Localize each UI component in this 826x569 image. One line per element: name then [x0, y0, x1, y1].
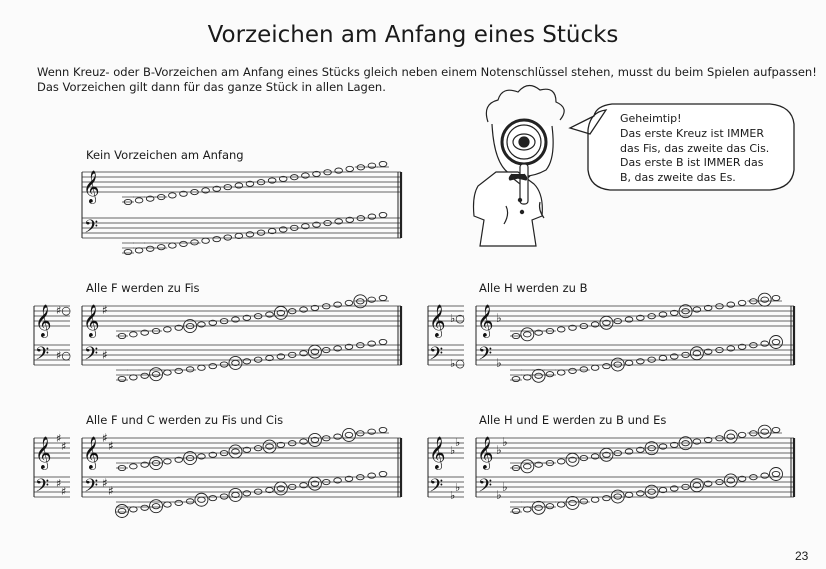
whole-note: [141, 505, 149, 510]
whole-note: [164, 502, 172, 507]
whole-note: [727, 302, 735, 307]
key-flat-icon: ♭: [502, 480, 508, 494]
whole-note: [614, 494, 622, 499]
key-flat-icon: ♭: [496, 311, 502, 325]
highlight-circle: [532, 369, 545, 382]
whole-note: [152, 372, 160, 377]
treble-clef-icon: 𝄞: [83, 304, 100, 337]
whole-note: [591, 497, 599, 502]
treble-staff: [82, 438, 401, 458]
bass-clef-icon: 𝄢: [35, 344, 50, 369]
whole-note: [535, 373, 543, 378]
whole-note: [135, 248, 143, 253]
highlight-circle: [690, 347, 703, 360]
sharp-icon: ♯: [56, 432, 62, 445]
whole-note: [637, 359, 645, 364]
whole-note: [761, 429, 769, 434]
whole-note: [772, 339, 780, 344]
whole-note: [557, 370, 565, 375]
whole-note: [198, 497, 206, 502]
whole-note: [512, 376, 520, 381]
whole-note: [524, 332, 532, 337]
whole-note: [118, 508, 126, 513]
highlight-circle: [770, 336, 783, 349]
highlight-circle: [758, 293, 771, 306]
whole-note: [334, 302, 342, 307]
key-sharp-icon: ♯: [102, 348, 108, 362]
whole-note: [152, 504, 160, 509]
treble-staff: [82, 306, 401, 326]
highlight-circle: [274, 306, 287, 319]
whole-note: [569, 368, 577, 373]
highlight-circle: [150, 368, 163, 381]
bass-clef-icon: 𝄢: [429, 344, 444, 369]
treble-staff: [476, 438, 794, 458]
whole-note: [693, 439, 701, 444]
flat-icon: ♭○: [450, 312, 465, 325]
whole-note: [243, 491, 251, 496]
whole-note: [614, 362, 622, 367]
key-sharp-icon: ♯: [102, 476, 108, 490]
whole-note: [164, 327, 172, 332]
whole-note: [546, 504, 554, 509]
highlight-circle: [229, 445, 242, 458]
whole-note: [345, 300, 353, 305]
flat-icon: ♭○: [450, 357, 465, 370]
highlight-circle: [263, 440, 276, 453]
sharp-icon: ♯: [56, 477, 62, 490]
whole-note: [300, 307, 308, 312]
treble-staff: [82, 172, 401, 192]
whole-note: [557, 502, 565, 507]
whole-note: [580, 367, 588, 372]
kid-with-magnifier-illustration: [474, 85, 565, 246]
whole-note: [569, 500, 577, 505]
bass-clef-icon: 𝄢: [478, 476, 493, 501]
highlight-circle: [690, 479, 703, 492]
whole-note: [124, 249, 132, 254]
whole-note: [524, 464, 532, 469]
whole-note: [169, 243, 177, 248]
sharp-icon: ♯○: [56, 349, 71, 362]
whole-note: [175, 500, 183, 505]
highlight-circle: [342, 428, 355, 441]
whole-note: [213, 237, 221, 242]
secret-tip-bubble: [620, 112, 769, 186]
whole-note: [557, 327, 565, 332]
tip-line-3: das Fis, das zweite das Cis.: [620, 141, 770, 155]
whole-note: [202, 238, 210, 243]
whole-note: [198, 365, 206, 370]
whole-note: [591, 365, 599, 370]
flat-icon: ♭: [455, 481, 461, 494]
whole-note: [546, 372, 554, 377]
whole-note: [135, 198, 143, 203]
whole-note: [302, 173, 310, 178]
intro-line-2: Das Vorzeichen gilt dann für das ganze Stück in allen Lagen.: [37, 80, 386, 94]
whole-note: [130, 332, 138, 337]
whole-note: [368, 473, 376, 478]
whole-note: [379, 427, 387, 432]
highlight-circle: [724, 474, 737, 487]
section-label-b: Alle H werden zu B: [479, 281, 588, 295]
whole-note: [146, 246, 154, 251]
highlight-circle: [308, 477, 321, 490]
whole-note: [772, 295, 780, 300]
whole-note: [379, 161, 387, 166]
whole-note: [180, 241, 188, 246]
whole-note: [209, 364, 217, 369]
whole-note: [130, 375, 138, 380]
bass-clef-icon: 𝄢: [478, 344, 493, 369]
whole-note: [637, 491, 645, 496]
bass-clef-icon: 𝄢: [429, 476, 444, 501]
whole-note: [524, 507, 532, 512]
highlight-circle: [195, 493, 208, 506]
highlight-circle: [229, 488, 242, 501]
whole-note: [772, 427, 780, 432]
key-flat-icon: ♭: [502, 435, 508, 449]
whole-note: [130, 507, 138, 512]
page-title: Vorzeichen am Anfang eines Stücks: [207, 22, 619, 48]
key-flat-icon: ♭: [496, 443, 502, 457]
whole-note: [535, 505, 543, 510]
highlight-circle: [532, 501, 545, 514]
tip-line-4: Das erste B ist IMMER das: [620, 156, 764, 170]
whole-note: [118, 376, 126, 381]
whole-note: [368, 214, 376, 219]
intro-line-1: Wenn Kreuz- oder B-Vorzeichen am Anfang eines Stücks gleich neben einem Notenschlüssel stehen, musst du beim Spielen aufpassen!: [37, 65, 817, 79]
treble-clef-icon: 𝄞: [35, 436, 52, 469]
whole-note: [169, 193, 177, 198]
whole-note: [557, 459, 565, 464]
whole-note: [693, 307, 701, 312]
whole-note: [220, 362, 228, 367]
whole-note: [603, 496, 611, 501]
treble-clef-icon: 𝄞: [429, 304, 446, 337]
whole-note: [738, 432, 746, 437]
highlight-circle: [758, 425, 771, 438]
whole-note: [186, 499, 194, 504]
highlight-circle: [229, 356, 242, 369]
highlight-circle: [150, 500, 163, 513]
whole-note: [727, 434, 735, 439]
whole-note: [603, 364, 611, 369]
whole-note: [335, 168, 343, 173]
highlight-circle: [274, 482, 287, 495]
key-sharp-icon: ♯: [108, 439, 114, 453]
highlight-circle: [770, 468, 783, 481]
whole-note: [246, 232, 254, 237]
whole-note: [175, 368, 183, 373]
sharp-icon: ♯: [61, 485, 67, 498]
whole-note: [157, 245, 165, 250]
highlight-circle: [724, 430, 737, 443]
key-sharp-icon: ♯: [102, 303, 108, 317]
highlight-circle: [308, 345, 321, 358]
highlight-circle: [521, 328, 534, 341]
highlight-circle: [566, 453, 579, 466]
treble-clef-icon: 𝄞: [83, 436, 100, 469]
whole-note: [164, 459, 172, 464]
treble-clef-icon: 𝄞: [477, 304, 494, 337]
bass-clef-icon: 𝄢: [35, 476, 50, 501]
whole-note: [368, 297, 376, 302]
flat-icon: ♭: [455, 436, 461, 449]
tip-line-2: Das erste Kreuz ist IMMER: [620, 126, 764, 140]
whole-note: [220, 494, 228, 499]
treble-clef-icon: 𝄞: [429, 436, 446, 469]
whole-note: [512, 508, 520, 513]
treble-clef-icon: 𝄞: [35, 304, 52, 337]
section-label-fis: Alle F werden zu Fis: [86, 281, 200, 295]
highlight-circle: [600, 448, 613, 461]
whole-note: [368, 429, 376, 434]
whole-note: [346, 166, 354, 171]
whole-note: [524, 375, 532, 380]
whole-note: [345, 432, 353, 437]
whole-note: [761, 297, 769, 302]
whole-note: [379, 295, 387, 300]
whole-note: [209, 496, 217, 501]
key-sharp-icon: ♯: [108, 484, 114, 498]
whole-note: [164, 370, 172, 375]
section-label-b-es: Alle H und E werden zu B und Es: [479, 413, 667, 427]
whole-note: [379, 471, 387, 476]
section-label-no-accidentals: Kein Vorzeichen am Anfang: [86, 148, 244, 162]
whole-note: [334, 434, 342, 439]
sharp-icon: ♯: [61, 440, 67, 453]
highlight-circle: [566, 496, 579, 509]
whole-note: [580, 499, 588, 504]
whole-note: [191, 240, 199, 245]
tip-line-1: Geheimtip!: [620, 112, 682, 125]
whole-note: [224, 235, 232, 240]
bass-staff: [476, 345, 794, 365]
whole-note: [368, 163, 376, 168]
whole-note: [186, 367, 194, 372]
key-flat-icon: ♭: [496, 488, 502, 502]
whole-note: [368, 341, 376, 346]
bass-clef-icon: 𝄢: [84, 344, 99, 369]
key-flat-icon: ♭: [496, 356, 502, 370]
flat-icon: ♭: [450, 444, 456, 457]
whole-note: [300, 439, 308, 444]
whole-note: [130, 464, 138, 469]
whole-note: [761, 341, 769, 346]
key-sharp-icon: ♯: [102, 431, 108, 445]
highlight-circle: [116, 505, 129, 518]
treble-clef-icon: 𝄞: [477, 436, 494, 469]
sharp-icon: ♯○: [56, 304, 71, 317]
whole-note: [772, 471, 780, 476]
whole-note: [738, 300, 746, 305]
bass-clef-icon: 𝄢: [84, 476, 99, 501]
page-number: 23: [795, 549, 809, 563]
bass-staff: [476, 477, 794, 497]
whole-note: [761, 473, 769, 478]
highlight-circle: [308, 433, 321, 446]
flat-icon: ♭: [450, 489, 456, 502]
treble-clef-icon: 𝄞: [83, 170, 100, 203]
whole-note: [141, 373, 149, 378]
whole-note: [379, 339, 387, 344]
whole-note: [243, 359, 251, 364]
treble-staff: [476, 306, 794, 326]
highlight-circle: [521, 460, 534, 473]
bass-clef-icon: 𝄢: [84, 217, 99, 242]
whole-note: [379, 212, 387, 217]
highlight-circle: [600, 316, 613, 329]
section-label-fis-cis: Alle F und C werden zu Fis und Cis: [86, 413, 284, 427]
tip-line-5: B, das zweite das Es.: [620, 171, 736, 185]
